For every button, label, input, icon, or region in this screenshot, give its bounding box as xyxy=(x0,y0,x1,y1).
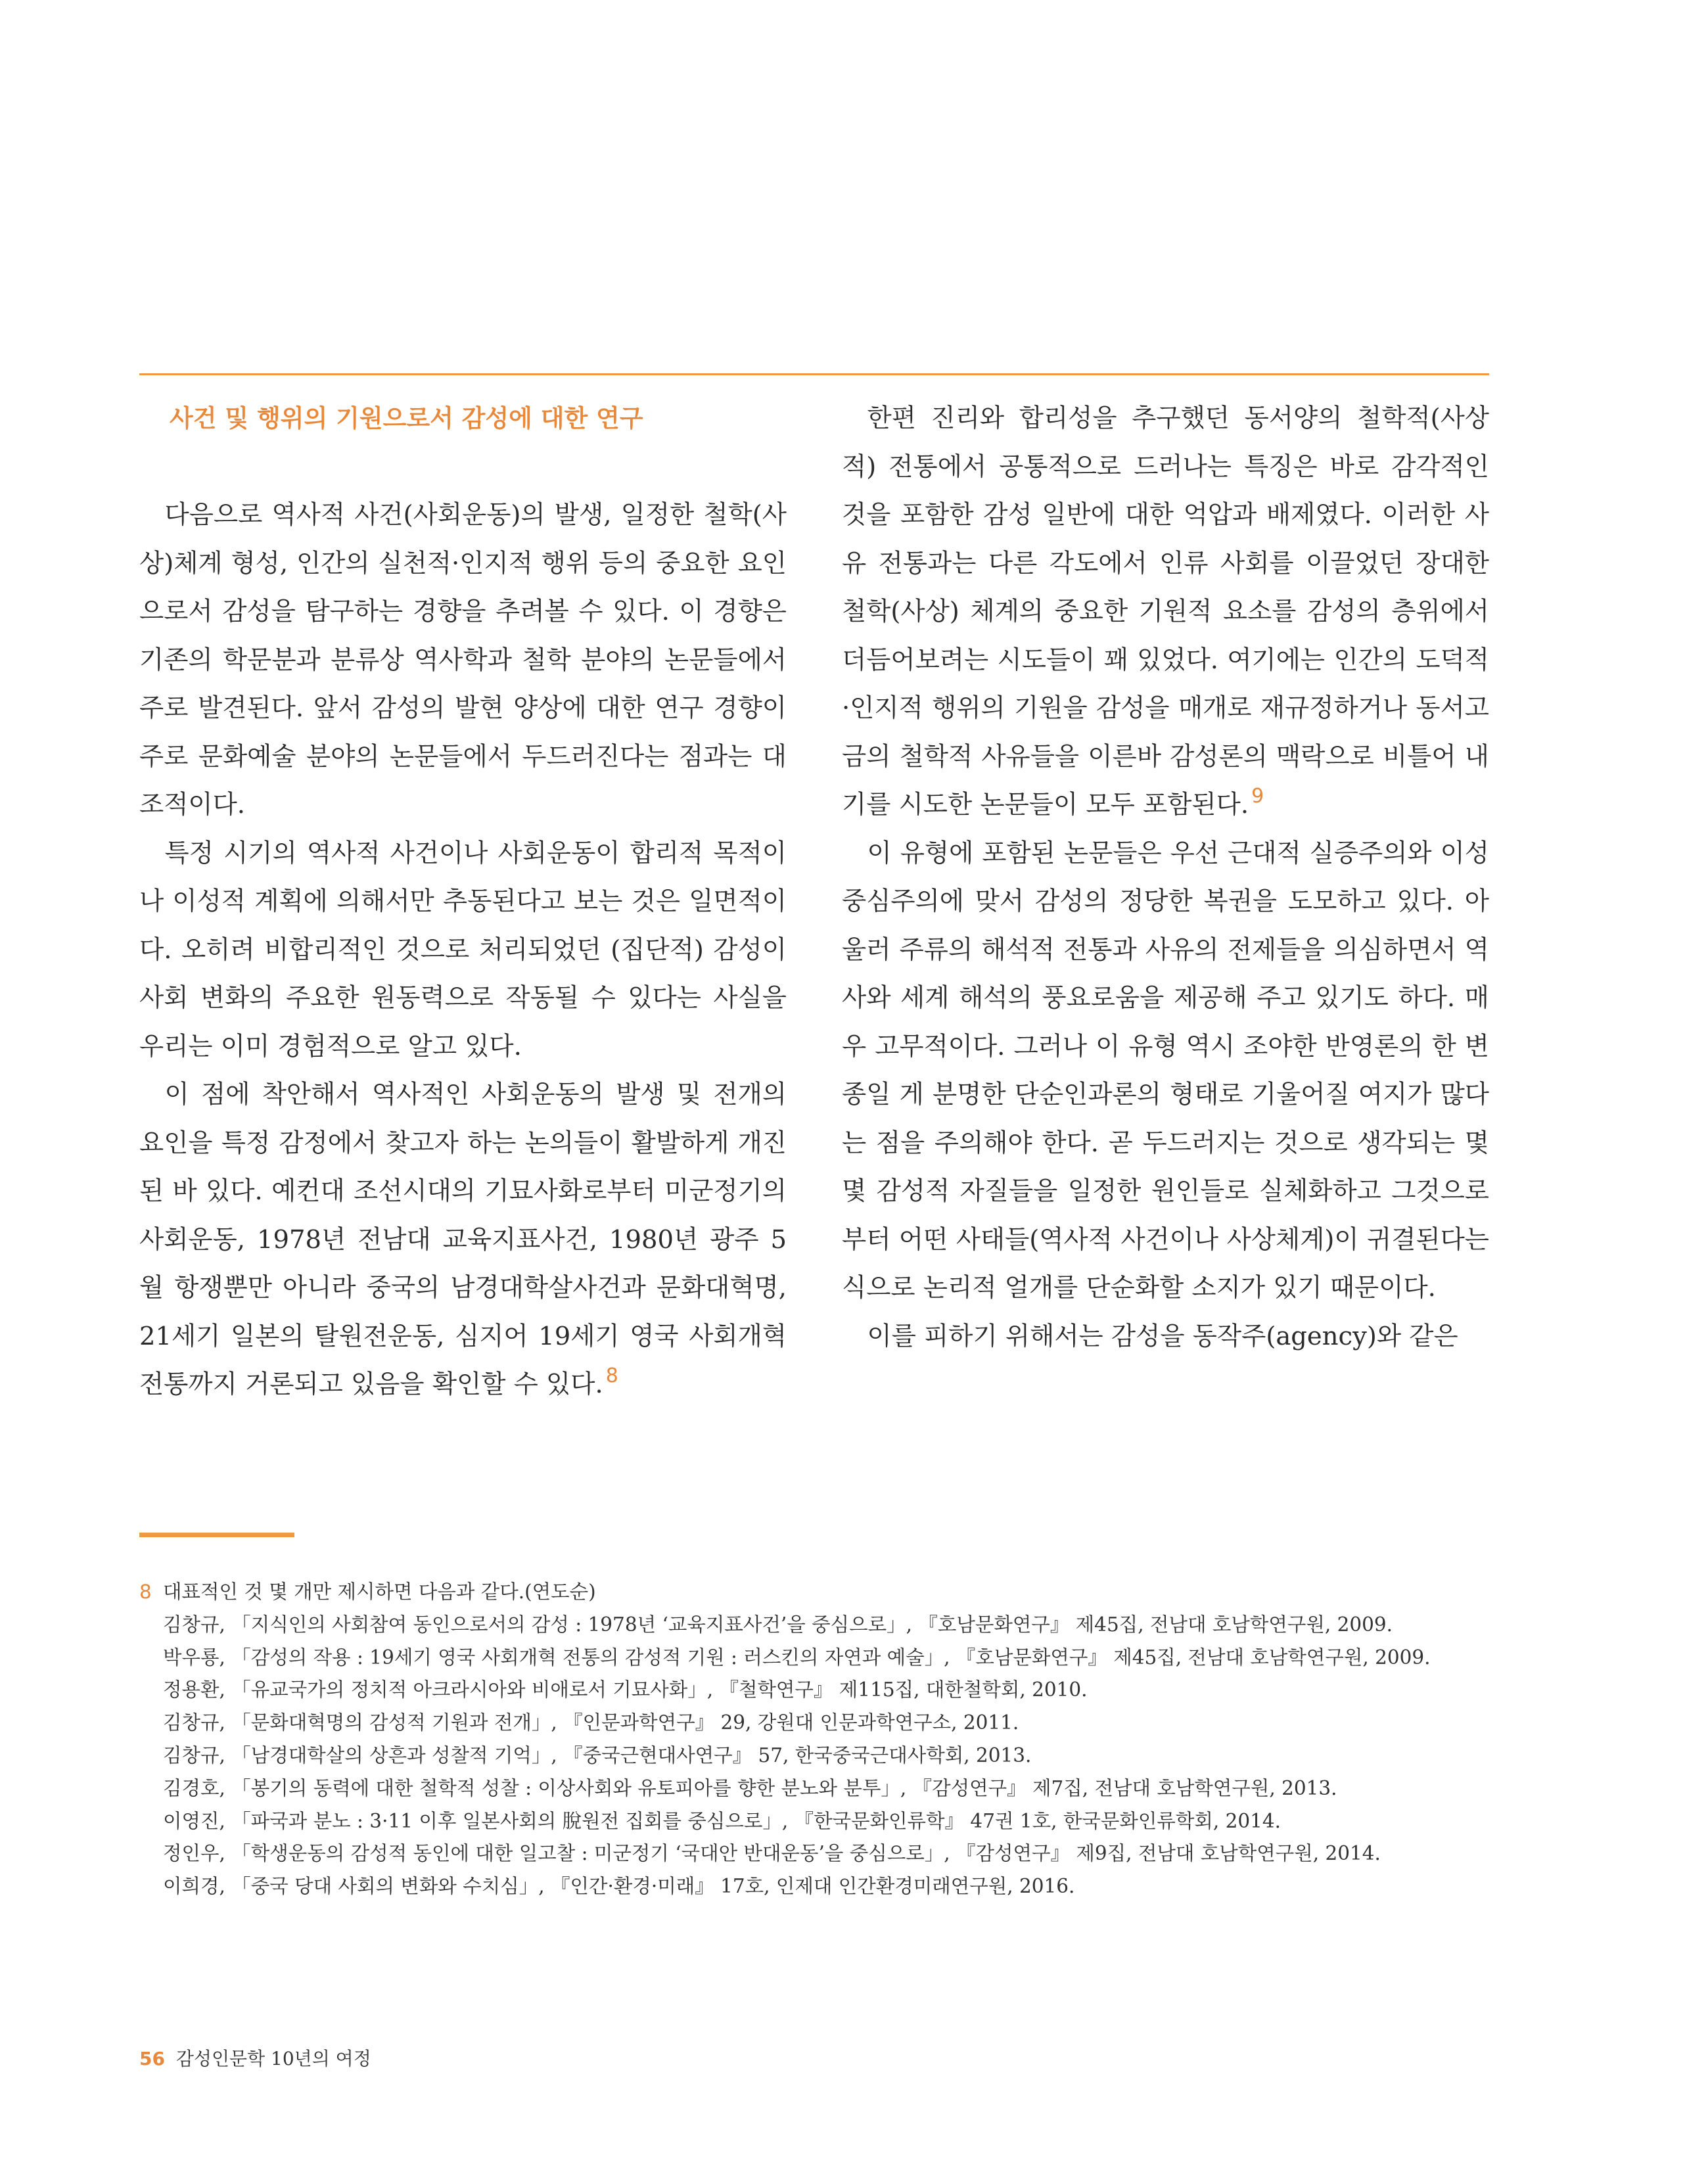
book-title: 감성인문학 10년의 여정 xyxy=(175,2048,371,2070)
body-paragraph xyxy=(139,1071,787,1409)
footnote-reference: 김경호, 「봉기의 동력에 대한 철학적 성찰 : 이상사회와 유토피아를 향한 분노와 분투」, 『감성연구』 제7집, 전남대 호남학연구원, 2013. xyxy=(163,1776,1337,1799)
body-paragraph xyxy=(842,394,1489,829)
footnote-reference: 김창규, 「지식인의 사회참여 동인으로서의 감성 : 1978년 ‘교육지표사건’을 중심으로」, 『호남문화연구』 제45집, 전남대 호남학연구원, 2009. xyxy=(163,1613,1393,1636)
footnote-intro xyxy=(139,1576,1489,1609)
footnote-ref-8[interactable]: 8 xyxy=(605,1364,618,1387)
footnote-reference: 김창규, 「문화대혁명의 감성적 기원과 전개」, 『인문과학연구』 29, 강원대 인문과학연구소, 2011. xyxy=(163,1711,1019,1734)
footnote-number: 8 xyxy=(139,1581,152,1603)
body-paragraph: 이를 피하기 위해서는 감성을 동작주(agency)와 같은 xyxy=(867,1321,1458,1351)
footnote-reference: 이희경, 「중국 당대 사회의 변화와 수치심」, 『인간·환경·미래』 17호, 인제대 인간환경미래연구원, 2016. xyxy=(163,1875,1075,1898)
footnote-intro-text: 대표적인 것 몇 개만 제시하면 다음과 같다.(연도순) xyxy=(163,1581,596,1603)
right-column xyxy=(842,394,1489,1360)
footnote-reference: 이영진, 「파국과 분노 : 3·11 이후 일본사회의 脫원전 집회를 중심으로」, 『한국문화인류학』 47권 1호, 한국문화인류학회, 2014. xyxy=(163,1809,1281,1832)
body-paragraph: 다음으로 역사적 사건(사회운동)의 발생, 일정한 철학(사상)체계 형성, 인간의 실천적·인지적 행위 등의 중요한 요인으로서 감성을 탐구하는 경향을 추려볼 수 있다. 이 경향은 기존의 학문분과 분류상 역사학과 철학 분야의 논문들에서 주로 발견된다. 앞서 감성의 발현 양상에 대한 연구 경향이 주로 문화예술 분야의 논문들에서 두드러진다는 점과는 대조적이다. xyxy=(139,500,787,820)
footnote-reference: 김창규, 「남경대학살의 상흔과 성찰적 기억」, 『중국근현대사연구』 57, 한국중국근대사학회, 2013. xyxy=(163,1744,1032,1767)
top-rule xyxy=(139,373,1489,375)
body-paragraph: 이 유형에 포함된 논문들은 우선 근대적 실증주의와 이성중심주의에 맞서 감성의 정당한 복권을 도모하고 있다. 아울러 주류의 해석적 전통과 사유의 전제들을 의심하면서 역사와 세계 해석의 풍요로움을 제공해 주고 있기도 하다. 매우 고무적이다. 그러나 이 유형 역시 조야한 반영론의 한 변종일 게 분명한 단순인과론의 형태로 기울어질 여지가 많다는 점을 주의해야 한다. 곧 두드러지는 것으로 생각되는 몇몇 감성적 자질들을 일정한 원인들로 실체화하고 그것으로부터 어떤 사태들(역사적 사건이나 사상체계)이 귀결된다는 식으로 논리적 얼개를 단순화할 소지가 있기 때문이다. xyxy=(842,838,1489,1303)
footnote-rule xyxy=(139,1533,294,1537)
page-number: 56 xyxy=(139,2048,165,2070)
footnotes xyxy=(139,1576,1489,1903)
left-column xyxy=(139,394,787,1409)
footnote-reference: 박우룡, 「감성의 작용 : 19세기 영국 사회개혁 전통의 감성적 기원 : 러스킨의 자연과 예술」, 『호남문화연구』 제45집, 전남대 호남학연구원, 2009. xyxy=(163,1646,1431,1669)
footnote-ref-9[interactable]: 9 xyxy=(1251,784,1264,808)
section-heading: 사건 및 행위의 기원으로서 감성에 대한 연구 xyxy=(170,404,643,432)
paragraph-text: 한편 진리와 합리성을 추구했던 동서양의 철학적(사상적) 전통에서 공통적으로 드러나는 특징은 바로 감각적인 것을 포함한 감성 일반에 대한 억압과 배제였다. 이러한 사유 전통과는 다른 각도에서 인류 사회를 이끌었던 장대한 철학(사상) 체계의 중요한 기원적 요소를 감성의 층위에서 더듬어보려는 시도들이 꽤 있었다. 여기에는 인간의 도덕적·인지적 행위의 기원을 감성을 매개로 재규정하거나 동서고금의 철학적 사유들을 이른바 감성론의 맥락으로 비틀어 내기를 시도한 논문들이 모두 포함된다. xyxy=(842,404,1489,820)
body-paragraph: 특정 시기의 역사적 사건이나 사회운동이 합리적 목적이나 이성적 계획에 의해서만 추동된다고 보는 것은 일면적이다. 오히려 비합리적인 것으로 처리되었던 (집단적) 감성이 사회 변화의 주요한 원동력으로 작동될 수 있다는 사실을 우리는 이미 경험적으로 알고 있다. xyxy=(139,838,787,1061)
footnote-reference: 정용환, 「유교국가의 정치적 아크라시아와 비애로서 기묘사화」, 『철학연구』 제115집, 대한철학회, 2010. xyxy=(163,1678,1088,1701)
paragraph-text: 이 점에 착안해서 역사적인 사회운동의 발생 및 전개의 요인을 특정 감정에서 찾고자 하는 논의들이 활발하게 개진된 바 있다. 예컨대 조선시대의 기묘사화로부터 미군정기의 사회운동, 1978년 전남대 교육지표사건, 1980년 광주 5월 항쟁뿐만 아니라 중국의 남경대학살사건과 문화대혁명, 21세기 일본의 탈원전운동, 심지어 19세기 영국 사회개혁 전통까지 거론되고 있음을 확인할 수 있다. xyxy=(139,1080,787,1399)
footnote-reference: 정인우, 「학생운동의 감성적 동인에 대한 일고찰 : 미군정기 ‘국대안 반대운동’을 중심으로」, 『감성연구』 제9집, 전남대 호남학연구원, 2014. xyxy=(163,1842,1381,1865)
page-footer xyxy=(139,2046,371,2072)
